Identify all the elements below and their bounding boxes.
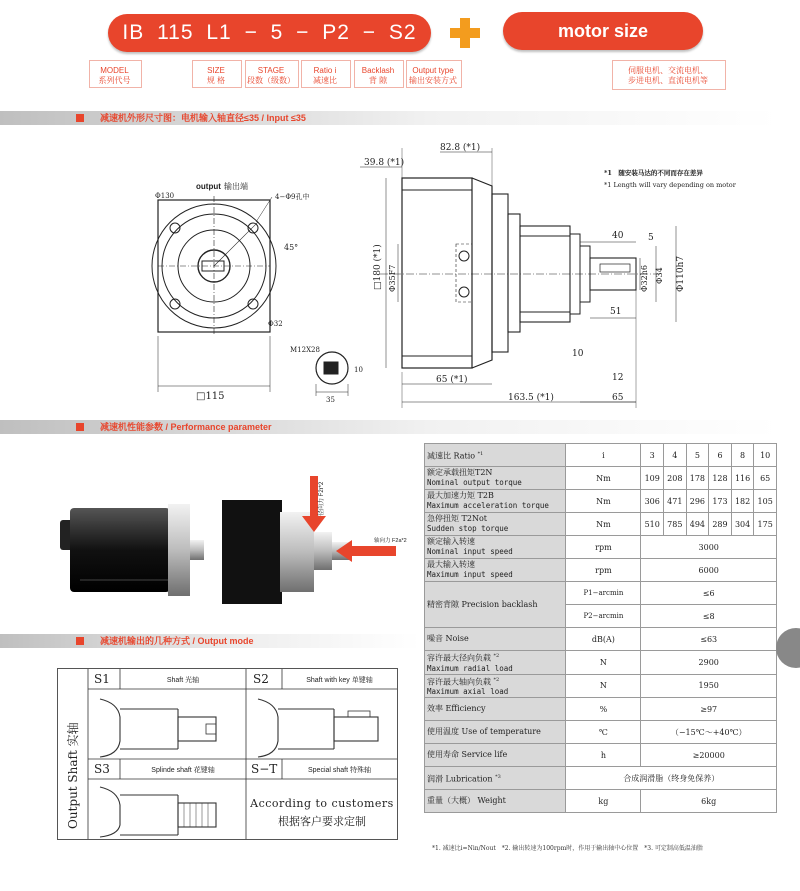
svg-text:M12X28: M12X28 [290,346,320,354]
svg-text:Φ34: Φ34 [655,267,664,284]
s1-code: S1 [94,672,110,686]
custom-zh: 根据客户要求定制 [278,815,366,828]
table-row: 额定承载扭矩T2N Nominal output torque Nm 109 208 178 128 116 65 [425,467,777,490]
s2-code: S2 [253,672,269,686]
table-row: 噪音 Noise dB(A) ≤63 [425,628,777,651]
svg-text:□115: □115 [196,391,225,402]
model-code: IB 115 L1 − 5 − P2 − S2 [122,21,417,44]
st-desc: Special shaft 特殊轴 [307,767,372,774]
s3-code: S3 [94,762,110,776]
tag-output-text: Output type 输出安装方式 [409,66,457,85]
table-row: P2−arcmin ≤8 [425,605,777,628]
tag-ratio-text: Ratio i 减速比 [313,66,337,85]
svg-text:10: 10 [354,366,363,374]
table-row: 最大输入转速 Maximum input speed rpm 6000 [425,559,777,582]
table-row: 润滑 Lubrication $^{*3}$ 合成润滑脂（终身免保养） [425,767,777,790]
product-photo [40,470,420,620]
motor-flange [168,504,190,596]
section-performance: 减速机性能参数 / Performance parameter [0,420,778,434]
table-row: 额定输入转速 Nominal input speed rpm 3000 [425,536,777,559]
table-row: 使用寿命 Service life h ≥20000 [425,744,777,767]
table-row: 精密背隙 Precision backlash P1−arcmin ≤6 [425,582,777,605]
svg-text:Φ130: Φ130 [155,192,175,200]
svg-text:163.5 (*1): 163.5 (*1) [508,393,554,403]
output-shaft-side-label: Output Shaft 实轴 [66,722,80,829]
model-code-pill [108,14,431,52]
svg-text:40: 40 [612,231,624,241]
custom-en: According to customers [250,797,394,810]
axial-force-arrow [352,546,396,556]
tag-model-text: MODEL 系列代号 [98,66,131,85]
table-row: 使用温度 Use of temperature ℃ （−15℃～+40℃） [425,721,777,744]
table-footnote: *1. 减速比i=Nin/Nout *2. 输出转速为100rpm时，作用于输出轴中心位置 *3. 可定制高低温油脂 [432,845,703,852]
plus-icon [450,18,480,48]
svg-text:51: 51 [610,307,622,317]
svg-text:35: 35 [326,396,335,404]
motor-body [70,508,170,592]
axial-force-label: 轴向力 F2a*2 [374,538,407,544]
table-row: 容许最大径向负载 $^{*2}$ Maximum radial load N 2900 [425,651,777,675]
s1-desc: Shaft 光轴 [166,677,200,684]
table-row: 最大加速力矩 T2B Maximum acceleration torque Nm 306 471 296 173 182 105 [425,490,777,513]
motor-shaft [190,540,204,560]
svg-text:45°: 45° [284,243,299,252]
radial-force-label: 径向力 F2r*2 [319,481,325,516]
motor-flange-body [402,178,472,368]
svg-text:□180 (*1): □180 (*1) [373,244,383,290]
table-row: 急停扭矩 T2Not Sudden stop torque Nm 510 785 494 289 304 175 [425,513,777,536]
spec-table: 减速比 Ratio $^{*1}$ i 3 4 5 6 8 10 额定承载扭矩T2N Nominal output torque Nm 109 208 178 128 116 65 最大加速力矩 T2B Maximum acceleration torque Nm 306 471 296 173 182 105 急停扭矩 T2Not Sudden stop torque Nm 510 785 494 289 304 175 额定输入转速 Nominal input speed rpm 3000 最大输入转速 Maximum input speed rpm 6000 精密背隙 Precision backlash P1−arcmin ≤6 P2−arcmin ≤8 噪音 Noise dB(A) ≤63 容许最大径向负载 $^{*2}$ Maximum radial load N 2900 容许最大轴向负载 $^{*2}$ Maximum axial load N 1950 效率 Efficiency % ≥97 使用温度 Use of temperature ℃ （−15℃～+40℃） 使用寿命 Service life h ≥20000 润滑 Lubrication $^{*3}$ 合成润滑脂（终身免保养） 重量（大概） Weight kg 6kg [424,443,777,813]
svg-text:10: 10 [572,349,584,359]
svg-text:Φ32h6: Φ32h6 [640,265,649,292]
output-label: output [196,182,221,191]
tag-stage-text: STAGE 段数（级数） [247,66,295,85]
svg-text:65: 65 [612,393,624,403]
svg-text:Φ32: Φ32 [268,320,283,328]
tag-motor-types-text: 伺服电机、交流电机、 步进电机、直流电机等 [628,66,708,85]
svg-text:12: 12 [612,373,624,383]
table-row: 重量（大概） Weight kg 6kg [425,790,777,813]
svg-text:4−Φ9孔中: 4−Φ9孔中 [275,193,310,201]
s2-desc: Shaft with key 单键轴 [306,677,373,684]
section-output-mode: 减速机输出的几种方式 / Output mode [0,634,420,648]
section-dimensions: 减速机外形尺寸图：电机输入轴直径≤35 / Input ≤35 [0,111,778,125]
ratio-label-cell: 减速比 Ratio $^{*1}$ [425,444,566,467]
svg-text:Φ110h7: Φ110h7 [676,255,686,292]
table-row: 效率 Efficiency % ≥97 [425,698,777,721]
svg-text:5: 5 [648,233,654,243]
s3-desc: Splinde shaft 花键轴 [151,767,215,774]
motor-size-pill [503,12,703,50]
table-row: 容许最大轴向负载 $^{*2}$ Maximum axial load N 1950 [425,674,777,698]
output-mode-table [57,668,398,840]
drawing-notes: *1 随安装马达的不同而存在差异 *1 Length will vary depending on motor [604,169,736,189]
tag-size-text: SIZE 规 格 [206,66,226,85]
gearbox-adapter [222,500,282,604]
svg-text:65 (*1): 65 (*1) [436,375,468,385]
svg-text:39.8 (*1): 39.8 (*1) [364,158,405,168]
radial-force-arrow [310,476,318,518]
svg-text:82.8 (*1): 82.8 (*1) [440,143,481,153]
page-tab-circle [776,628,800,668]
svg-text:Φ35F7: Φ35F7 [388,264,397,292]
motor-size-label: motor size [557,20,649,41]
tag-backlash-text: Backlash 背 隙 [361,66,395,85]
st-code: S−T [251,762,278,776]
output-label-zh: 输出端 [224,182,248,191]
